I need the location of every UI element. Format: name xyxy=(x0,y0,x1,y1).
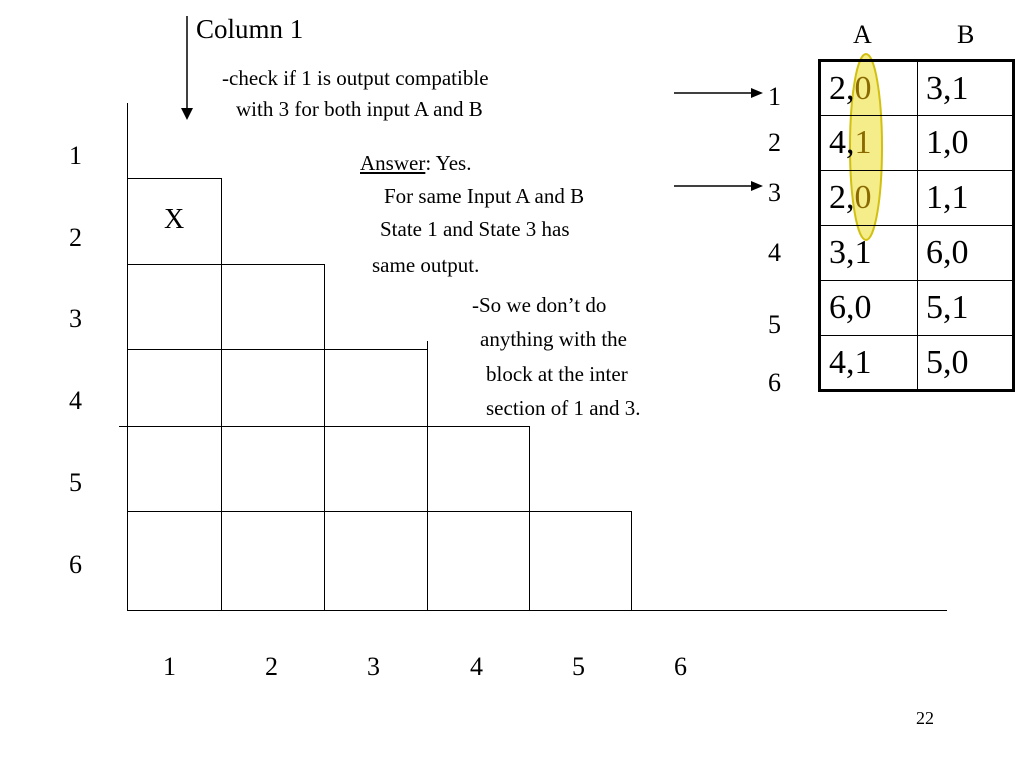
table-row-label: 6 xyxy=(768,368,781,397)
answer-line4: same output. xyxy=(372,253,480,277)
note-check-line2: with 3 for both input A and B xyxy=(236,97,483,121)
table-cell-b: 1,0 xyxy=(918,116,1014,171)
table-row xyxy=(820,61,1014,116)
grid-col-label: 2 xyxy=(265,652,278,681)
pointer-arrow-row1-icon xyxy=(673,85,765,101)
answer-line2: For same Input A and B xyxy=(384,184,585,208)
answer-value: : Yes. xyxy=(425,151,472,175)
table-cell-b: 1,1 xyxy=(918,171,1014,226)
grid-col-label: 1 xyxy=(163,652,176,681)
table-row-label: 1 xyxy=(768,82,781,111)
incompatible-mark: X xyxy=(164,204,185,235)
table-row-label: 2 xyxy=(768,128,781,157)
table-row xyxy=(820,226,1014,281)
table-cell-b: 6,0 xyxy=(918,226,1014,281)
table-cell-a: 3,1 xyxy=(820,226,918,281)
grid-row-label: 4 xyxy=(69,386,82,415)
state-table xyxy=(818,59,1015,392)
table-row xyxy=(820,281,1014,336)
grid-col-label: 5 xyxy=(572,652,585,681)
table-cell-a: 2,0 xyxy=(820,61,918,116)
page-number: 22 xyxy=(916,708,934,728)
grid-row-label: 3 xyxy=(69,304,82,333)
table-cell-a: 2,0 xyxy=(820,171,918,226)
table-cell-b: 5,1 xyxy=(918,281,1014,336)
answer-line3: State 1 and State 3 has xyxy=(380,217,570,241)
grid-col-label: 3 xyxy=(367,652,380,681)
table-cell-b: 5,0 xyxy=(918,336,1014,391)
note-action-line2: anything with the xyxy=(480,327,627,351)
grid-row-label: 6 xyxy=(69,550,82,579)
table-row-label: 4 xyxy=(768,238,781,267)
table-cell-a: 4,1 xyxy=(820,116,918,171)
table-row xyxy=(820,116,1014,171)
grid-row-label: 1 xyxy=(69,141,82,170)
table-row xyxy=(820,171,1014,226)
table-cell-a: 4,1 xyxy=(820,336,918,391)
table-row xyxy=(820,336,1014,391)
table-cell-a: 6,0 xyxy=(820,281,918,336)
column-label: Column 1 xyxy=(196,14,304,44)
grid-row-label: 2 xyxy=(69,223,82,252)
answer-line1 xyxy=(360,150,471,177)
answer-label: Answer xyxy=(360,151,426,175)
note-action-line1: -So we don’t do xyxy=(472,293,607,317)
table-header-b: B xyxy=(957,20,975,49)
column-down-arrow-icon xyxy=(176,14,198,122)
table-cell-b: 3,1 xyxy=(918,61,1014,116)
note-check-line1: -check if 1 is output compatible xyxy=(222,66,489,90)
table-header-a: A xyxy=(853,20,872,49)
grid-row-label: 5 xyxy=(69,468,82,497)
grid-col-label: 6 xyxy=(674,652,687,681)
note-action-line3: block at the inter xyxy=(486,362,628,386)
table-row-label: 5 xyxy=(768,310,781,339)
table-row-label: 3 xyxy=(768,178,781,207)
note-action-line4: section of 1 and 3. xyxy=(486,396,641,420)
pointer-arrow-row3-icon xyxy=(673,178,765,194)
grid-col-label: 4 xyxy=(470,652,483,681)
